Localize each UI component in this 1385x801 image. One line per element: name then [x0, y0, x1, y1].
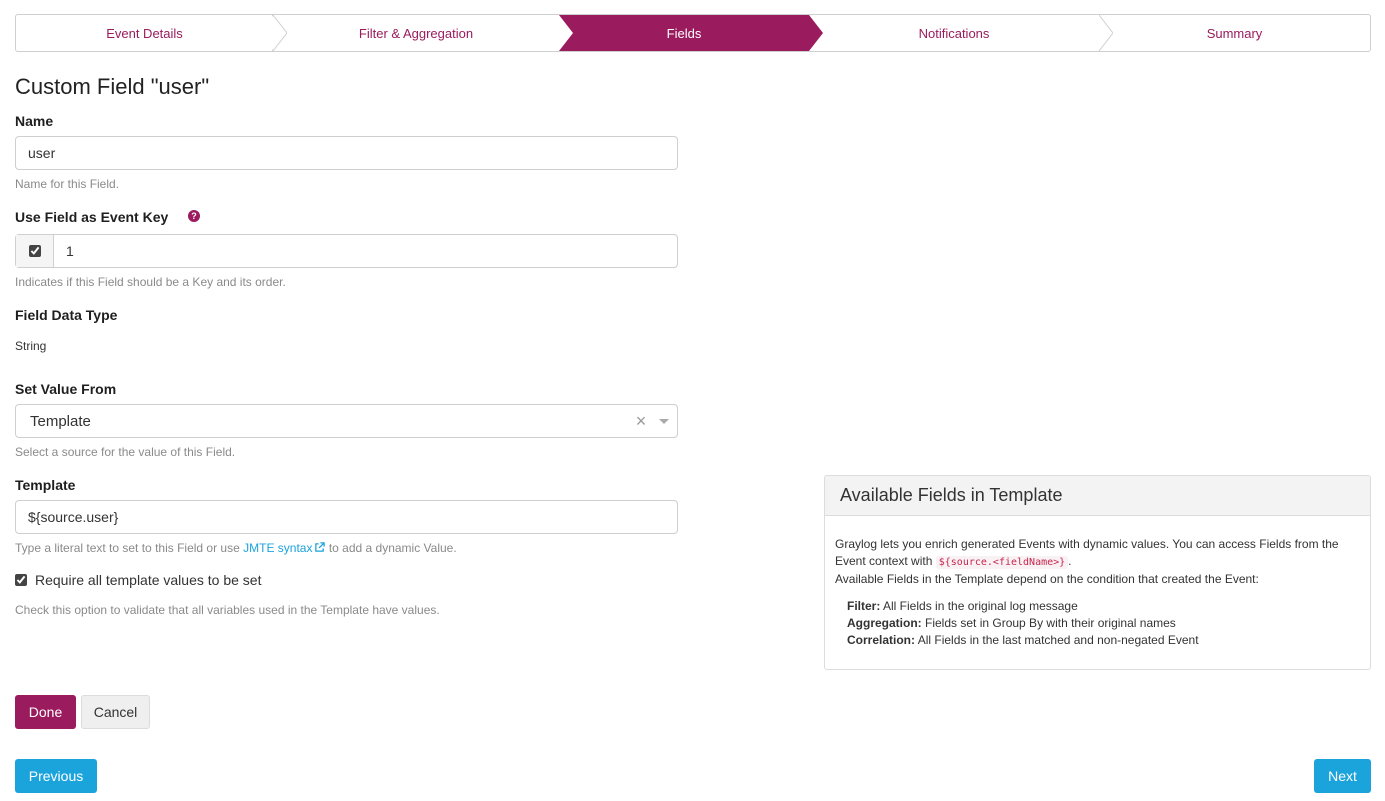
template-label: Template	[15, 477, 76, 493]
chevron-down-icon[interactable]	[651, 405, 677, 437]
step-notifications[interactable]	[809, 15, 1099, 51]
step-label: Fields	[666, 25, 702, 41]
condition-list	[835, 598, 1360, 649]
require-all-label: Require all template values to be set	[35, 572, 262, 588]
list-item-desc: All Fields in the original log message	[883, 599, 1078, 613]
list-item-term: Filter:	[847, 599, 881, 613]
template-help-prefix: Type a literal text to set to this Field or use	[15, 541, 240, 555]
name-help: Name for this Field.	[15, 177, 120, 191]
select-value: Template	[30, 412, 91, 430]
panel-intro-2: Available Fields in the Template depend on the condition that created the Event:	[835, 572, 1259, 586]
panel-intro-end: .	[1068, 554, 1072, 568]
list-item-term: Aggregation:	[847, 616, 922, 630]
require-all-checkbox[interactable]	[15, 574, 27, 586]
require-all-help: Check this option to validate that all variables used in the Template have values.	[15, 603, 440, 617]
step-separator-icon	[1099, 15, 1113, 51]
done-button[interactable]: Done	[15, 695, 76, 729]
set-value-from-label: Set Value From	[15, 381, 117, 397]
cancel-button[interactable]: Cancel	[81, 695, 150, 729]
event-key-label: Use Field as Event Key	[15, 209, 169, 225]
wizard-steps	[15, 14, 1371, 52]
next-button[interactable]: Next	[1314, 759, 1371, 793]
require-all-option[interactable]	[15, 572, 261, 588]
event-key-help: Indicates if this Field should be a Key and its order.	[15, 275, 286, 289]
list-item-desc: Fields set in Group By with their original names	[925, 616, 1176, 630]
list-item-term: Correlation:	[847, 633, 916, 647]
available-fields-panel	[824, 475, 1371, 670]
step-summary[interactable]	[1099, 15, 1370, 51]
set-value-from-help: Select a source for the value of this Field.	[15, 445, 236, 459]
field-name-code: ${source.<fieldName>}	[936, 556, 1068, 569]
clear-icon[interactable]: ×	[635, 410, 647, 431]
step-label: Notifications	[918, 25, 990, 41]
event-key-checkbox[interactable]	[29, 245, 41, 257]
step-fields[interactable]	[559, 15, 809, 51]
name-label: Name	[15, 113, 54, 129]
step-separator-icon	[273, 15, 287, 51]
list-item	[847, 632, 1360, 649]
panel-body	[825, 516, 1370, 649]
template-help-suffix: to add a dynamic Value.	[328, 541, 457, 555]
page-title: Custom Field "user"	[15, 74, 210, 99]
panel-intro	[835, 536, 1360, 571]
step-label: Summary	[1206, 25, 1263, 41]
data-type-label: Field Data Type	[15, 307, 118, 323]
template-help	[15, 541, 457, 555]
question-circle-icon[interactable]: ?	[188, 210, 200, 222]
data-type-value: String	[15, 339, 47, 353]
set-value-from-select[interactable]	[15, 404, 678, 438]
event-key-order-input[interactable]	[54, 235, 677, 267]
list-item-desc: All Fields in the last matched and non-negated Event	[917, 633, 1199, 647]
previous-button[interactable]: Previous	[15, 759, 97, 793]
event-key-checkbox-addon	[16, 235, 54, 267]
step-filter-aggregation[interactable]	[273, 15, 559, 51]
jmte-syntax-link[interactable]	[243, 541, 325, 555]
step-notch-icon	[559, 15, 573, 51]
name-input[interactable]	[15, 136, 678, 170]
panel-intro-text: Graylog lets you enrich generated Events with dynamic values. You can access Fields from the Event context with	[835, 537, 1339, 568]
step-event-details[interactable]	[16, 15, 273, 51]
external-link-icon	[314, 542, 325, 553]
list-item	[847, 598, 1360, 615]
event-key-group	[15, 234, 678, 268]
step-label: Filter & Aggregation	[358, 25, 474, 41]
template-input[interactable]	[15, 500, 678, 534]
list-item	[847, 615, 1360, 632]
jmte-syntax-link-label: JMTE syntax	[243, 541, 313, 555]
step-label: Event Details	[106, 25, 183, 41]
panel-title: Available Fields in Template	[825, 476, 1370, 516]
step-separator-icon	[809, 15, 823, 51]
